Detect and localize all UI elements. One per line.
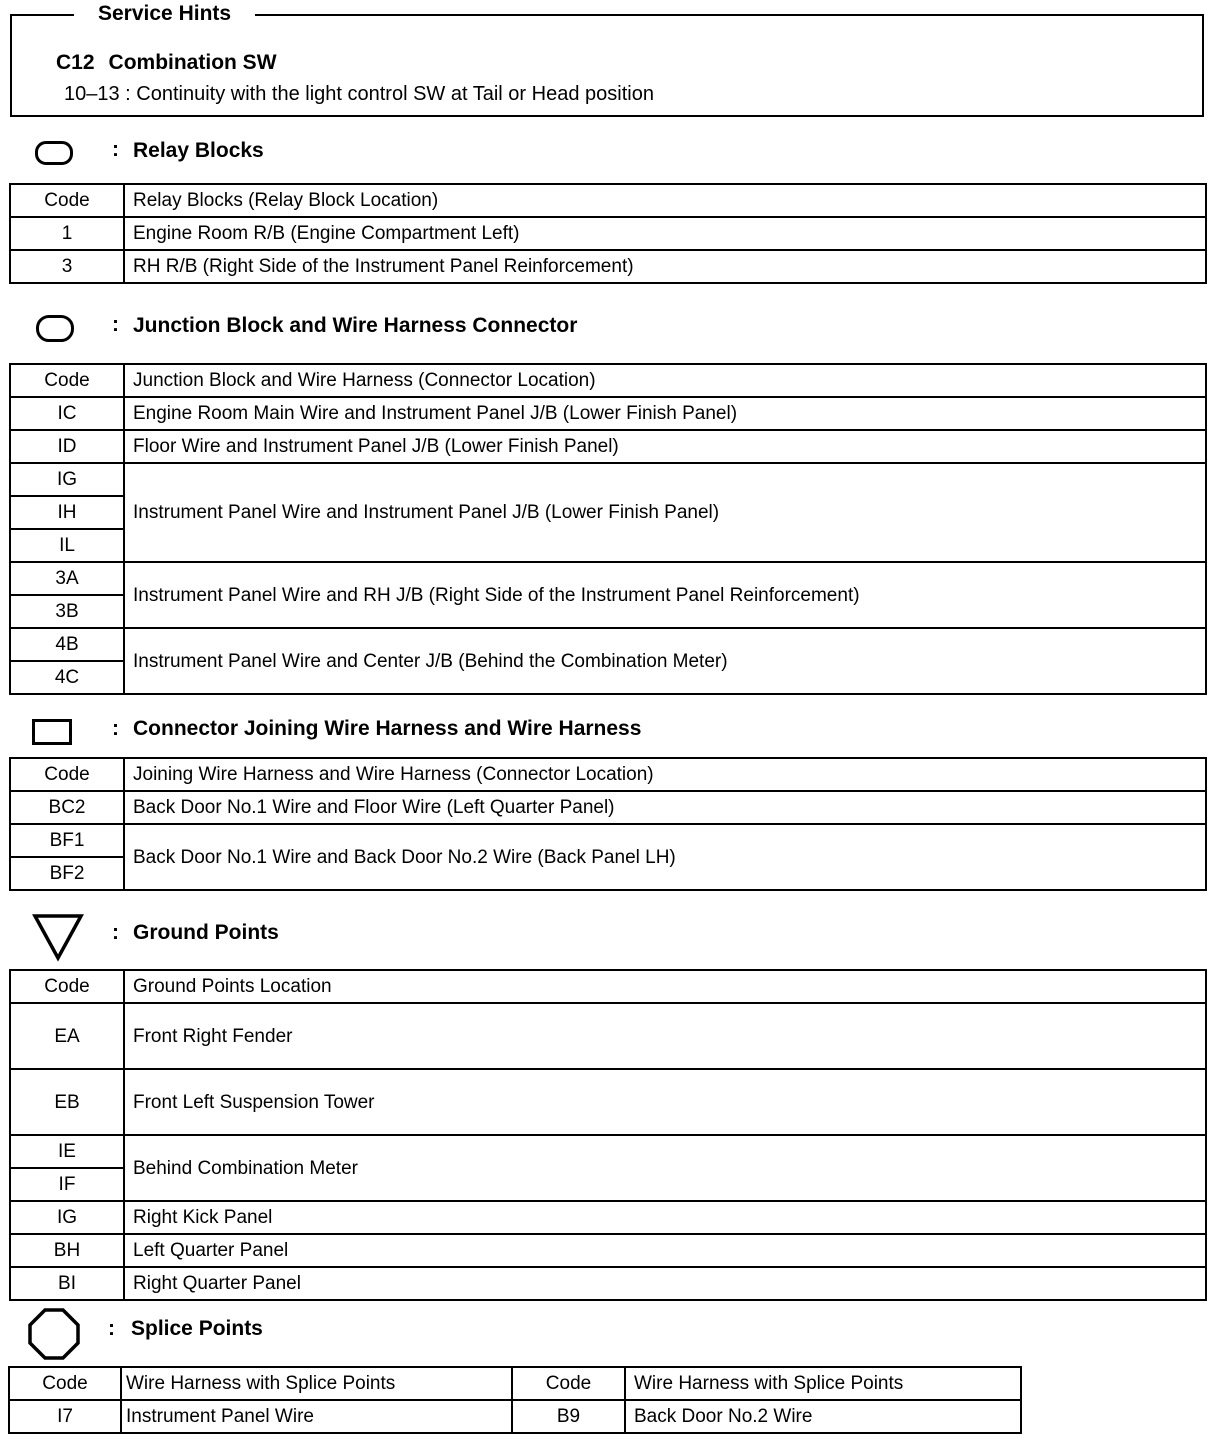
code-cell: 3B	[10, 595, 124, 628]
code-header: Code	[10, 364, 124, 397]
wire-harness-header: Wire Harness with Splice Points	[625, 1367, 1021, 1400]
table-row	[10, 1267, 1206, 1300]
location-cell: Floor Wire and Instrument Panel J/B (Lower Finish Panel)	[124, 430, 1206, 463]
junction-colon: :	[112, 313, 119, 336]
table-row	[10, 463, 1206, 496]
table-row	[10, 628, 1206, 661]
wire-harness-header: Wire Harness with Splice Points	[121, 1367, 512, 1400]
location-header: Relay Blocks (Relay Block Location)	[124, 184, 1206, 217]
location-cell: Instrument Panel Wire and Instrument Panel J/B (Lower Finish Panel)	[124, 463, 1206, 562]
code-cell: 3	[10, 250, 124, 283]
code-header: Code	[10, 758, 124, 791]
location-cell: Right Kick Panel	[124, 1201, 1206, 1234]
connector-colon: :	[112, 717, 119, 740]
table-row	[10, 824, 1206, 857]
location-cell: RH R/B (Right Side of the Instrument Panel Reinforcement)	[124, 250, 1206, 283]
location-cell: Back Door No.1 Wire and Back Door No.2 Wire (Back Panel LH)	[124, 824, 1206, 890]
location-header: Ground Points Location	[124, 970, 1206, 1003]
splice-points-title: Splice Points	[131, 1317, 263, 1340]
ground-colon: :	[112, 921, 119, 944]
code-cell: BI	[10, 1267, 124, 1300]
code-cell: IE	[10, 1135, 124, 1168]
ground-points-table	[9, 969, 1207, 1301]
table-row	[10, 1135, 1206, 1168]
table-row	[9, 1400, 1021, 1433]
relay-blocks-table	[9, 183, 1207, 284]
code-header: Code	[9, 1367, 121, 1400]
relay-blocks-title: Relay Blocks	[133, 139, 264, 162]
location-cell: Left Quarter Panel	[124, 1234, 1206, 1267]
table-row	[10, 430, 1206, 463]
table-row	[10, 1069, 1206, 1135]
code-cell: IG	[10, 1201, 124, 1234]
location-cell: Engine Room Main Wire and Instrument Panel J/B (Lower Finish Panel)	[124, 397, 1206, 430]
splice-points-table	[8, 1366, 1022, 1434]
table-row	[10, 562, 1206, 595]
splice-colon: :	[108, 1317, 115, 1340]
code-cell: ID	[10, 430, 124, 463]
table-row	[10, 1234, 1206, 1267]
code-header: Code	[10, 970, 124, 1003]
location-cell: Front Left Suspension Tower	[124, 1069, 1206, 1135]
location-cell: Engine Room R/B (Engine Compartment Left)	[124, 217, 1206, 250]
service-hints-box	[10, 14, 1204, 117]
code-cell: EB	[10, 1069, 124, 1135]
table-header-row	[10, 364, 1206, 397]
service-hints-legend: Service Hints	[74, 1, 255, 27]
junction-blocks-title: Junction Block and Wire Harness Connector	[133, 314, 578, 337]
location-cell: Back Door No.1 Wire and Floor Wire (Left Quarter Panel)	[124, 791, 1206, 824]
code-cell: 4C	[10, 661, 124, 694]
wire-harness-cell: Back Door No.2 Wire	[625, 1400, 1021, 1433]
connector-code: C12	[56, 51, 95, 74]
wire-harness-cell: Instrument Panel Wire	[121, 1400, 512, 1433]
location-cell: Instrument Panel Wire and Center J/B (Behind the Combination Meter)	[124, 628, 1206, 694]
splice-point-symbol-icon	[27, 1307, 81, 1361]
code-cell: BC2	[10, 791, 124, 824]
code-cell: IC	[10, 397, 124, 430]
code-cell: 4B	[10, 628, 124, 661]
location-header: Joining Wire Harness and Wire Harness (Connector Location)	[124, 758, 1206, 791]
code-cell: BH	[10, 1234, 124, 1267]
table-row	[10, 1201, 1206, 1234]
table-row	[10, 791, 1206, 824]
table-row	[10, 217, 1206, 250]
code-cell: B9	[512, 1400, 625, 1433]
junction-blocks-table	[9, 363, 1207, 695]
junction-block-symbol-icon	[36, 315, 74, 342]
code-header: Code	[10, 184, 124, 217]
relay-blocks-colon: :	[112, 138, 119, 161]
service-hint-text: 10–13 : Continuity with the light control SW at Tail or Head position	[64, 83, 654, 105]
code-header: Code	[512, 1367, 625, 1400]
connector-name: Combination SW	[108, 51, 277, 74]
table-header-row	[10, 970, 1206, 1003]
ground-point-symbol-icon	[32, 912, 84, 962]
connectors-table	[9, 757, 1207, 891]
code-cell: 1	[10, 217, 124, 250]
code-cell: IF	[10, 1168, 124, 1201]
code-cell: BF2	[10, 857, 124, 890]
connector-symbol-icon	[32, 719, 72, 745]
table-row	[10, 1003, 1206, 1069]
location-cell: Right Quarter Panel	[124, 1267, 1206, 1300]
code-cell: 3A	[10, 562, 124, 595]
connectors-title: Connector Joining Wire Harness and Wire Harness	[133, 717, 642, 740]
relay-block-symbol-icon	[35, 141, 73, 165]
location-cell: Instrument Panel Wire and RH J/B (Right Side of the Instrument Panel Reinforcement)	[124, 562, 1206, 628]
table-row	[10, 250, 1206, 283]
connector-heading	[56, 51, 291, 75]
code-cell: BF1	[10, 824, 124, 857]
location-cell: Behind Combination Meter	[124, 1135, 1206, 1201]
code-cell: IG	[10, 463, 124, 496]
table-header-row	[10, 184, 1206, 217]
table-row	[10, 397, 1206, 430]
code-cell: IL	[10, 529, 124, 562]
code-cell: EA	[10, 1003, 124, 1069]
ground-points-title: Ground Points	[133, 921, 279, 944]
location-header: Junction Block and Wire Harness (Connector Location)	[124, 364, 1206, 397]
code-cell: I7	[9, 1400, 121, 1433]
table-header-row	[9, 1367, 1021, 1400]
code-cell: IH	[10, 496, 124, 529]
table-header-row	[10, 758, 1206, 791]
location-cell: Front Right Fender	[124, 1003, 1206, 1069]
